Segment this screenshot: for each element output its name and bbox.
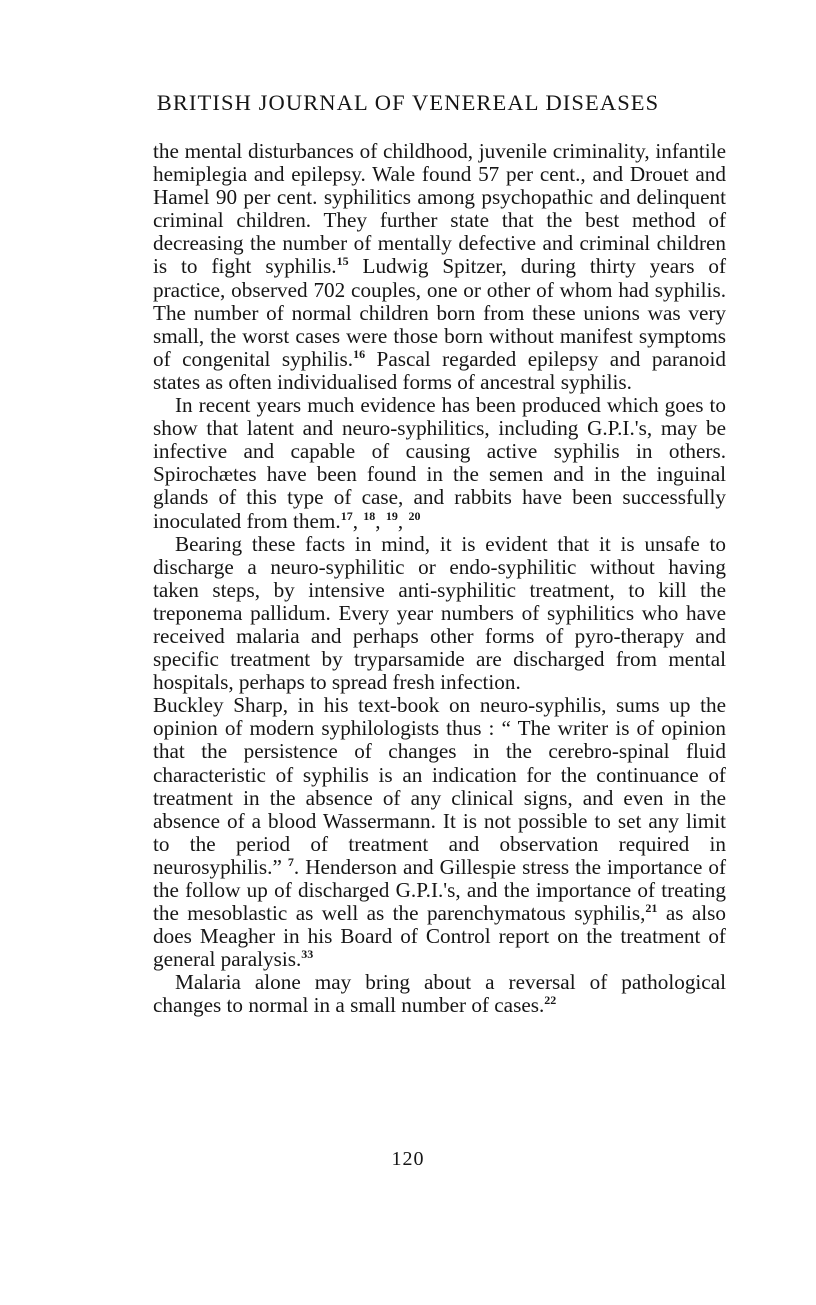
footnote-ref: 20 bbox=[408, 508, 421, 523]
footnote-ref: 16 bbox=[353, 346, 366, 361]
paragraph bbox=[153, 694, 726, 971]
text-run: Pascal regarded epilepsy and paranoid states as often individualised forms of ancestral syphilis. bbox=[153, 346, 727, 394]
footnote-ref: 19 bbox=[385, 508, 398, 523]
paragraph bbox=[153, 394, 726, 533]
text-run: , bbox=[397, 508, 409, 533]
text-run: Buckley Sharp, in his text-book on neuro-syphilis, sums up the opinion of modern syphilologists thus : “ The writer is of opinion that the persistence of changes in the cerebro-spinal fluid characteristic of syphilis is an indication for the continuance of treatment in the absence of any clinical signs, and even in the absence of a blood Wassermann. It is not possible to set any limit to the period of treatment and observation required in neurosyphilis.” bbox=[153, 693, 726, 879]
text-run: the mental disturbances of childhood, juvenile criminality, infantile hemiplegia and epilepsy. Wale found 57 per cent., and Drouet and Hamel 90 per cent. syphilitics among psychopathic and delinquent criminal children. They further state that the best method of decreasing the number of mentally defective and criminal children is to fight syphilis. bbox=[153, 139, 726, 279]
text-run: as also does Meagher in his Board of Control report on the treatment of general paralysis. bbox=[153, 901, 726, 972]
footnote-ref: 18 bbox=[363, 508, 376, 523]
text-run: Malaria alone may bring about a reversal of pathological changes to normal in a small number of cases. bbox=[153, 970, 726, 1018]
paragraph bbox=[153, 140, 726, 394]
footnote-ref: 21 bbox=[645, 901, 658, 916]
footnote-ref: 15 bbox=[336, 254, 349, 269]
page-number: 120 bbox=[391, 1148, 425, 1170]
text-run: , bbox=[375, 508, 386, 533]
paragraph bbox=[153, 533, 726, 695]
text-run: . Henderson and Gillespie stress the importance of the follow up of discharged G.P.I.'s, and the importance of treating the mesoblastic as well as the parenchymatous syphilis, bbox=[153, 854, 727, 926]
article-body bbox=[153, 140, 726, 1018]
footnote-ref: 7 bbox=[287, 854, 294, 869]
footnote-ref: 17 bbox=[340, 508, 353, 523]
paragraph bbox=[153, 971, 726, 1017]
text-run: Ludwig Spitzer, during thirty years of practice, observed 702 couples, one or other of whom had syphilis. The number of normal children born from these unions was very small, the worst cases were those born without manifest symptoms of congenital syphilis. bbox=[153, 254, 726, 371]
text-run: In recent years much evidence has been produced which goes to show that latent and neuro-syphilitics, including G.P.I.'s, may be infective and capable of causing active syphilis in others. Spirochætes have been found in the semen and in the inguinal glands of this type of case, and rabbits have been successfully inoculated from them. bbox=[153, 393, 726, 533]
text-run: Bearing these facts in mind, it is evident that it is unsafe to discharge a neuro-syphilitic or endo-syphilitic without having taken steps, by intensive anti-syphilitic treatment, to kill the treponema pallidum. Every year numbers of syphilitics who have received malaria and perhaps other forms of pyro-therapy and specific treatment by tryparsamide are discharged from mental hospitals, perhaps to spread fresh infection. bbox=[153, 531, 726, 695]
footnote-ref: 22 bbox=[544, 993, 557, 1008]
text-run: , bbox=[352, 508, 364, 533]
running-header: BRITISH JOURNAL OF VENEREAL DISEASES bbox=[156, 90, 660, 115]
footnote-ref: 33 bbox=[301, 947, 314, 962]
